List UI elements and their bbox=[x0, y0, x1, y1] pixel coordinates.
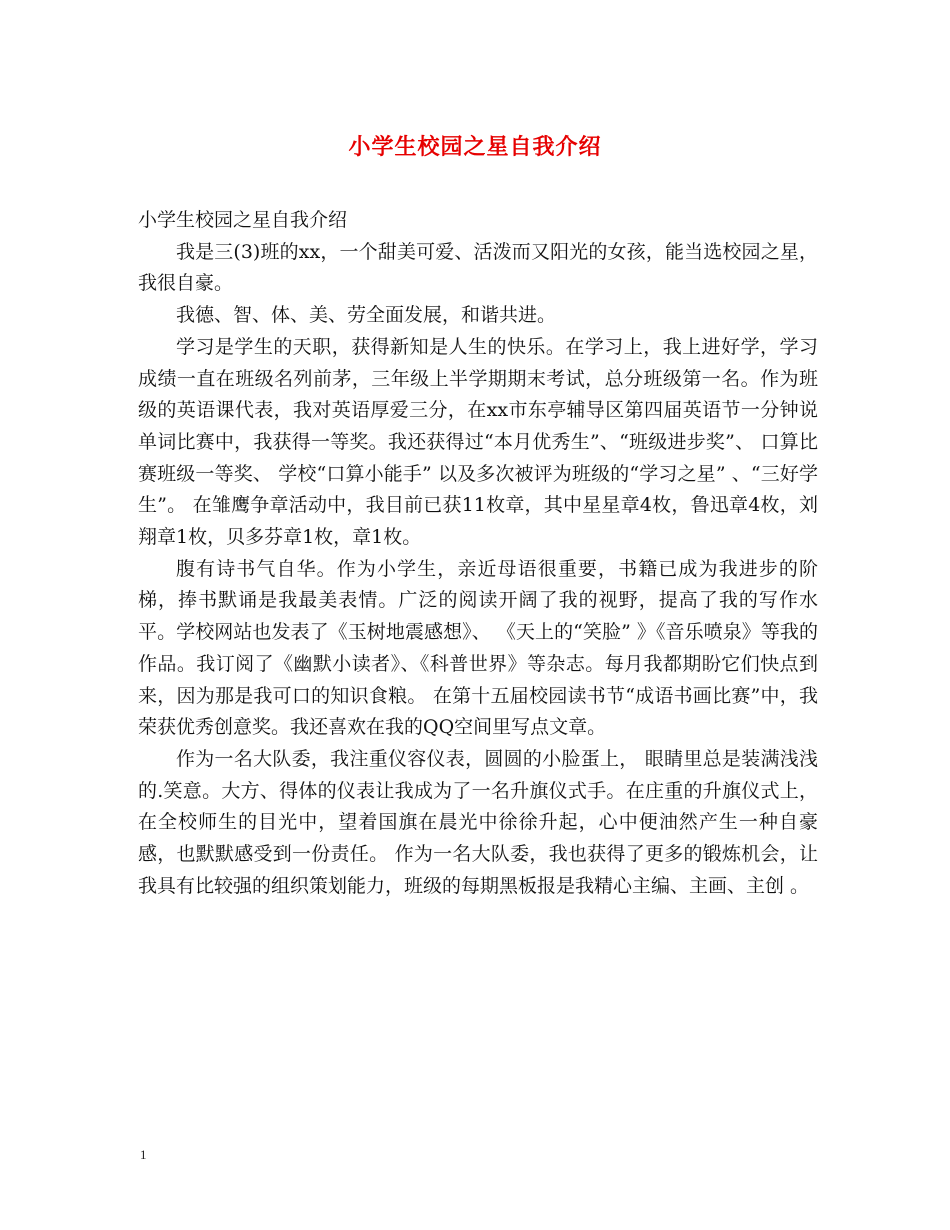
document-heading: 小学生校园之星自我介绍 bbox=[138, 209, 348, 231]
paragraph-development: 我德、智、体、美、劳全面发展，和谐共进。 bbox=[176, 304, 557, 327]
document-body bbox=[138, 205, 818, 902]
paragraph-reading: 腹有诗书气自华。作为小学生，亲近母语很重要，书籍已成为我进步的阶梯，捧书默诵是我最美表情。广泛的阅读开阔了我的视野，提高了我的写作水平。学校网站也发表了《玉树地震感想》、 《天上的“笑脸” 》《音乐喷泉》等我的作品。我订阅了《幽默小读者》、《科普世界》等杂志。每月我都期盼它们快点到来，因为那是我可口的知识食粮。 在第十五届校园读书节“成语书画比赛”中，我荣获优秀创意奖。我还喜欢在我的QQ空间里写点文章。 bbox=[138, 557, 818, 739]
paragraph-study: 学习是学生的天职，获得新知是人生的快乐。在学习上，我上进好学，学习成绩一直在班级名列前茅，三年级上半学期期末考试，总分班级第一名。作为班级的英语课代表，我对英语厚爱三分，在xx市东亭辅导区第四届英语节一分钟说单词比赛中，我获得一等奖。我还获得过“本月优秀生”、“班级进步奖”、 口算比赛班级一等奖、 学校“口算小能手” 以及多次被评为班级的“学习之星” 、“三好学生”。 在雏鹰争章活动中，我目前已获11枚章，其中星星章4枚，鲁迅章4枚，刘翔章1枚，贝多芬章1枚，章1枚。 bbox=[138, 335, 818, 549]
paragraph-intro: 我是三(3)班的xx，一个甜美可爱、活泼而又阳光的女孩，能当选校园之星，我很自豪。 bbox=[138, 240, 818, 295]
paragraph-leadership: 作为一名大队委，我注重仪容仪表，圆圆的小脸蛋上， 眼睛里总是装满浅浅的.笑意。大方、得体的仪表让我成为了一名升旗仪式手。在庄重的升旗仪式上，在全校师生的目光中，望着国旗在晨光中徐徐升起，心中便油然产生一种自豪感，也默默感受到一份责任。 作为一名大队委，我也获得了更多的锻炼机会，让我具有比较强的组织策划能力，班级的每期黑板报是我精心主编、主画、主创 。 bbox=[138, 747, 818, 897]
document-title: 小学生校园之星自我介绍 bbox=[348, 134, 602, 160]
page-number: 1 bbox=[140, 1147, 147, 1162]
